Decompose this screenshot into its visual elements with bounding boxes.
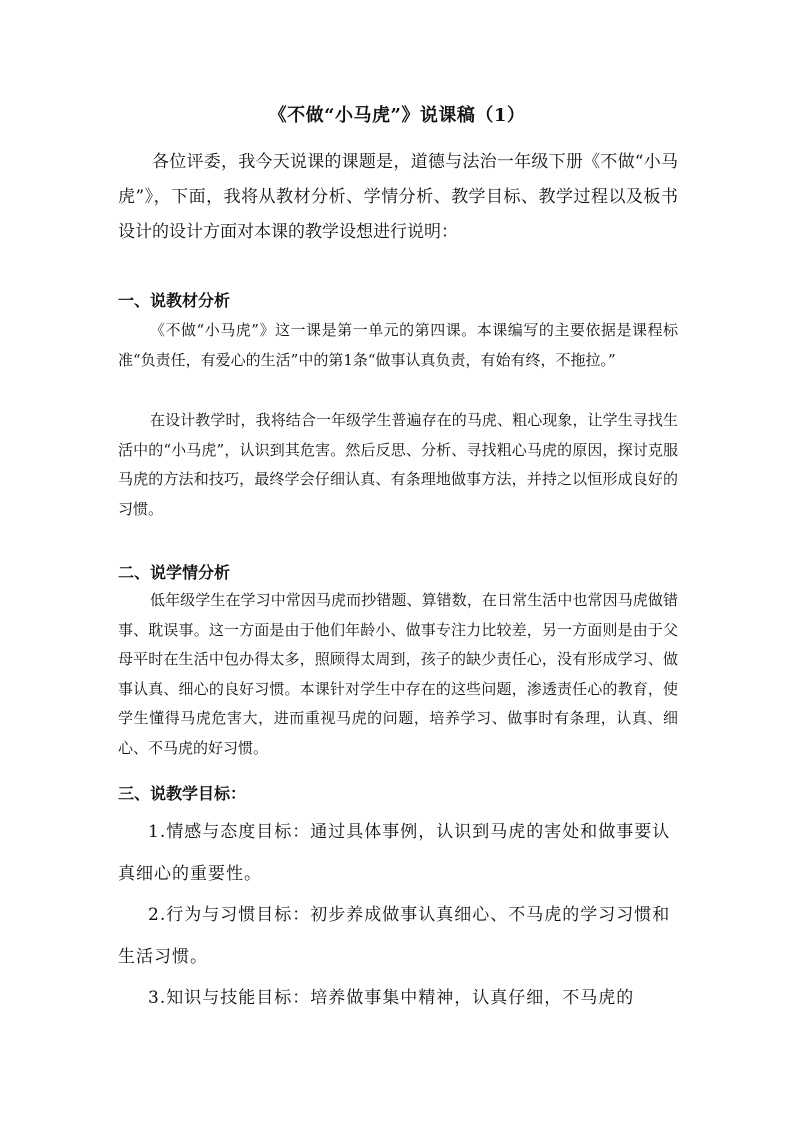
section-heading-teaching-goals: 三、说教学目标： [118, 784, 247, 803]
paragraph-student-analysis: 低年级学生在学习中常因马虎而抄错题、算错数，在日常生活中也常因马虎做错事、耽误事。这一方面是由于他们年龄小、做事专注力比较差，另一方面则是由于父母平时在生活中包办得太多，照顾得太周到，孩子的缺少责任心，没有形成学习、做事认真、细心的良好习惯。本课针对学生中存在的这些问题，渗透责任心的教育，使学生懂得马虎危害大，进而重视马虎的问题，培养学习、做事时有条理，认真、细心、不马虎的好习惯。 [118, 591, 678, 757]
section-heading-student-analysis: 二、说学情分析 [118, 563, 231, 582]
paragraph-teaching-design: 在设计教学时，我将结合一年级学生普遍存在的马虎、粗心现象，让学生寻找生活中的“小马虎”，认识到其危害。然后反思、分析、寻找粗心马虎的原因，探讨克服马虎的方法和技巧，最终学会仔细认真、有条理地做事方法，并持之以恒形成良好的习惯。 [118, 411, 678, 518]
section-heading-textbook-analysis: 一、说教材分析 [118, 291, 231, 310]
goal-item-knowledge-skill: 3.知识与技能目标：培养做事集中精神，认真仔细，不马虎的 [148, 988, 635, 1008]
goal-item-emotion-attitude: 1.情感与态度目标：通过具体事例，认识到马虎的害处和做事要认真细心的重要性。 [118, 822, 671, 884]
paragraph-textbook-basis: 《不做“小马虎”》这一课是第一单元的第四课。本课编写的主要依据是课程标准“负责任，有爱心的生活”中的第1条“做事认真负责，有始有终，不拖拉。” [118, 321, 678, 369]
intro-paragraph: 各位评委，我今天说课的课题是，道德与法治一年级下册《不做“小马虎”》，下面，我将从教材分析、学情分析、教学目标、教学过程以及板书设计的设计方面对本课的教学设想进行说明： [118, 152, 678, 242]
document-title: 《不做“小马虎”》说课稿（1） [268, 105, 526, 126]
goal-item-behavior-habit: 2.行为与习惯目标：初步养成做事认真细心、不马虎的学习习惯和生活习惯。 [118, 905, 671, 967]
